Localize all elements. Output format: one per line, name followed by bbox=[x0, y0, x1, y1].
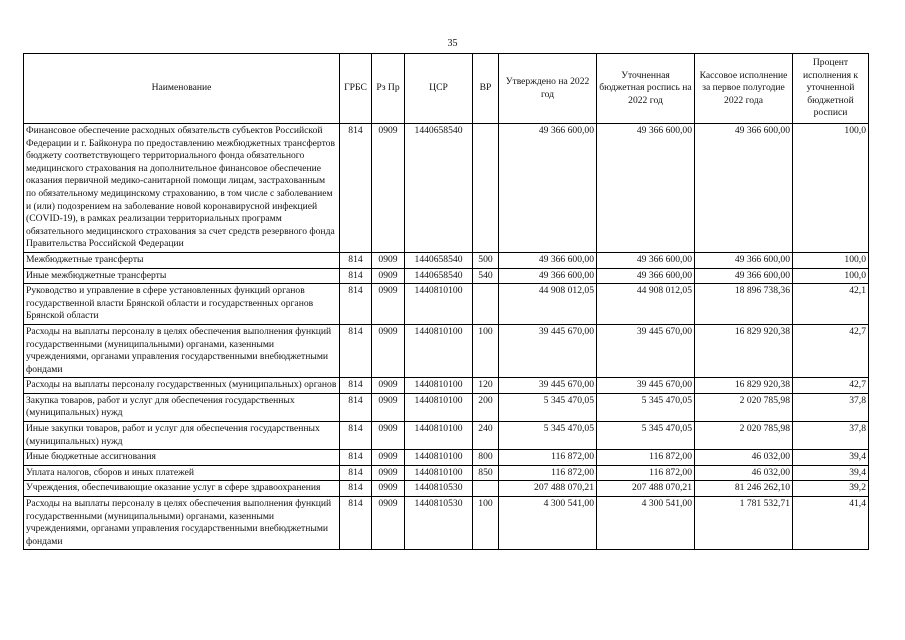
cell-cash: 49 366 600,00 bbox=[695, 252, 793, 268]
cell-name: Закупка товаров, работ и услуг для обеспечения государственных (муниципальных) нужд bbox=[24, 393, 340, 421]
cell-refined: 207 488 070,21 bbox=[597, 481, 695, 497]
table-row bbox=[24, 124, 869, 253]
cell-vr: 200 bbox=[473, 393, 499, 421]
cell-cash: 2 020 785,98 bbox=[695, 393, 793, 421]
cell-csr: 1440810100 bbox=[405, 465, 473, 481]
cell-cash: 2 020 785,98 bbox=[695, 422, 793, 450]
page-number: 35 bbox=[447, 38, 458, 49]
cell-vr: 850 bbox=[473, 465, 499, 481]
cell-vr: 240 bbox=[473, 422, 499, 450]
cell-name: Учреждения, обеспечивающие оказание услуг в сфере здравоохранения bbox=[24, 481, 340, 497]
cell-csr: 1440810100 bbox=[405, 284, 473, 325]
cell-cash: 46 032,00 bbox=[695, 450, 793, 466]
cell-approved: 5 345 470,05 bbox=[499, 422, 597, 450]
cell-grbs: 814 bbox=[340, 481, 372, 497]
cell-csr: 1440810530 bbox=[405, 481, 473, 497]
cell-cash: 18 896 738,36 bbox=[695, 284, 793, 325]
cell-approved: 39 445 670,00 bbox=[499, 324, 597, 377]
cell-name: Иные межбюджетные трансферты bbox=[24, 268, 340, 284]
cell-approved: 49 366 600,00 bbox=[499, 268, 597, 284]
cell-rzpr: 0909 bbox=[372, 252, 405, 268]
cell-cash: 16 829 920,38 bbox=[695, 324, 793, 377]
cell-approved: 49 366 600,00 bbox=[499, 252, 597, 268]
header-rzpr: Рз Пр bbox=[372, 54, 405, 124]
cell-approved: 116 872,00 bbox=[499, 450, 597, 466]
cell-vr bbox=[473, 284, 499, 325]
table-body bbox=[24, 124, 869, 550]
cell-percent: 39,4 bbox=[793, 465, 869, 481]
cell-percent: 100,0 bbox=[793, 268, 869, 284]
cell-vr: 540 bbox=[473, 268, 499, 284]
cell-approved: 4 300 541,00 bbox=[499, 497, 597, 550]
cell-cash: 49 366 600,00 bbox=[695, 268, 793, 284]
cell-percent: 100,0 bbox=[793, 252, 869, 268]
cell-approved: 44 908 012,05 bbox=[499, 284, 597, 325]
cell-refined: 116 872,00 bbox=[597, 465, 695, 481]
cell-vr bbox=[473, 481, 499, 497]
cell-rzpr: 0909 bbox=[372, 481, 405, 497]
cell-percent: 39,2 bbox=[793, 481, 869, 497]
cell-cash: 49 366 600,00 bbox=[695, 124, 793, 253]
cell-refined: 39 445 670,00 bbox=[597, 378, 695, 394]
cell-name: Уплата налогов, сборов и иных платежей bbox=[24, 465, 340, 481]
cell-vr bbox=[473, 124, 499, 253]
cell-percent: 37,8 bbox=[793, 393, 869, 421]
cell-percent: 42,7 bbox=[793, 378, 869, 394]
table-row bbox=[24, 252, 869, 268]
cell-csr: 1440658540 bbox=[405, 268, 473, 284]
header-grbs: ГРБС bbox=[340, 54, 372, 124]
header-refined: Уточненная бюджетная роспись на 2022 год bbox=[597, 54, 695, 124]
cell-vr: 100 bbox=[473, 324, 499, 377]
cell-rzpr: 0909 bbox=[372, 465, 405, 481]
table-row bbox=[24, 422, 869, 450]
cell-approved: 207 488 070,21 bbox=[499, 481, 597, 497]
cell-grbs: 814 bbox=[340, 422, 372, 450]
cell-vr: 100 bbox=[473, 497, 499, 550]
table-row bbox=[24, 481, 869, 497]
cell-rzpr: 0909 bbox=[372, 268, 405, 284]
cell-grbs: 814 bbox=[340, 124, 372, 253]
cell-refined: 5 345 470,05 bbox=[597, 422, 695, 450]
cell-percent: 42,7 bbox=[793, 324, 869, 377]
cell-cash: 1 781 532,71 bbox=[695, 497, 793, 550]
header-percent: Процент исполнения к уточненной бюджетной росписи bbox=[793, 54, 869, 124]
cell-refined: 5 345 470,05 bbox=[597, 393, 695, 421]
cell-grbs: 814 bbox=[340, 324, 372, 377]
cell-name: Расходы на выплаты персоналу в целях обеспечения выполнения функций государственными (муниципальными) органами, казенными учреждениями, органами управления государственными внебюджетными фондами bbox=[24, 324, 340, 377]
cell-refined: 116 872,00 bbox=[597, 450, 695, 466]
cell-name: Иные закупки товаров, работ и услуг для обеспечения государственных (муниципальных) нужд bbox=[24, 422, 340, 450]
cell-csr: 1440810100 bbox=[405, 378, 473, 394]
cell-percent: 41,4 bbox=[793, 497, 869, 550]
cell-approved: 116 872,00 bbox=[499, 465, 597, 481]
cell-cash: 16 829 920,38 bbox=[695, 378, 793, 394]
cell-rzpr: 0909 bbox=[372, 378, 405, 394]
cell-name: Расходы на выплаты персоналу государственных (муниципальных) органов bbox=[24, 378, 340, 394]
cell-grbs: 814 bbox=[340, 378, 372, 394]
cell-csr: 1440658540 bbox=[405, 252, 473, 268]
cell-refined: 49 366 600,00 bbox=[597, 268, 695, 284]
budget-table bbox=[23, 53, 869, 550]
cell-grbs: 814 bbox=[340, 465, 372, 481]
cell-approved: 39 445 670,00 bbox=[499, 378, 597, 394]
cell-vr: 800 bbox=[473, 450, 499, 466]
cell-rzpr: 0909 bbox=[372, 422, 405, 450]
cell-name: Расходы на выплаты персоналу в целях обеспечения выполнения функций государственными (муниципальными) органами, казенными учреждениями, органами управления государственными внебюджетными фондами bbox=[24, 497, 340, 550]
cell-grbs: 814 bbox=[340, 497, 372, 550]
cell-name: Руководство и управление в сфере установленных функций органов государственной власти Брянской области и государственных органов Брянской области bbox=[24, 284, 340, 325]
cell-rzpr: 0909 bbox=[372, 393, 405, 421]
cell-refined: 39 445 670,00 bbox=[597, 324, 695, 377]
cell-cash: 46 032,00 bbox=[695, 465, 793, 481]
cell-rzpr: 0909 bbox=[372, 124, 405, 253]
cell-vr: 500 bbox=[473, 252, 499, 268]
table-row bbox=[24, 465, 869, 481]
cell-csr: 1440810530 bbox=[405, 497, 473, 550]
cell-rzpr: 0909 bbox=[372, 324, 405, 377]
header-vr: ВР bbox=[473, 54, 499, 124]
cell-cash: 81 246 262,10 bbox=[695, 481, 793, 497]
cell-name: Иные бюджетные ассигнования bbox=[24, 450, 340, 466]
cell-percent: 37,8 bbox=[793, 422, 869, 450]
cell-percent: 100,0 bbox=[793, 124, 869, 253]
cell-csr: 1440810100 bbox=[405, 422, 473, 450]
table-row bbox=[24, 378, 869, 394]
table-row bbox=[24, 393, 869, 421]
cell-refined: 49 366 600,00 bbox=[597, 252, 695, 268]
cell-csr: 1440658540 bbox=[405, 124, 473, 253]
cell-approved: 49 366 600,00 bbox=[499, 124, 597, 253]
cell-grbs: 814 bbox=[340, 393, 372, 421]
cell-refined: 49 366 600,00 bbox=[597, 124, 695, 253]
table-row bbox=[24, 284, 869, 325]
cell-rzpr: 0909 bbox=[372, 450, 405, 466]
cell-grbs: 814 bbox=[340, 450, 372, 466]
table-row bbox=[24, 497, 869, 550]
table-row bbox=[24, 450, 869, 466]
cell-percent: 39,4 bbox=[793, 450, 869, 466]
cell-refined: 4 300 541,00 bbox=[597, 497, 695, 550]
cell-rzpr: 0909 bbox=[372, 497, 405, 550]
table-header-row bbox=[24, 54, 869, 124]
cell-grbs: 814 bbox=[340, 252, 372, 268]
header-approved: Утверждено на 2022 год bbox=[499, 54, 597, 124]
cell-name: Межбюджетные трансферты bbox=[24, 252, 340, 268]
table-row bbox=[24, 324, 869, 377]
cell-grbs: 814 bbox=[340, 284, 372, 325]
cell-approved: 5 345 470,05 bbox=[499, 393, 597, 421]
cell-name: Финансовое обеспечение расходных обязательств субъектов Российской Федерации и г. Байконура по предоставлению межбюджетных трансфертов бюджету соответствующего территориального фонда обязательного медицинского страхования на дополнительное финансовое обеспечение оказания первичной медико-санитарной помощи лицам, застрахованным по обязательному медицинскому страхованию, в том числе с заболеванием и (или) подозрением на заболевание новой коронавирусной инфекцией (COVID-19), в рамках реализации территориальных программ обязательного медицинского страхования за счет средств резервного фонда Правительства Российской Федерации bbox=[24, 124, 340, 253]
cell-vr: 120 bbox=[473, 378, 499, 394]
table-row bbox=[24, 268, 869, 284]
cell-refined: 44 908 012,05 bbox=[597, 284, 695, 325]
cell-csr: 1440810100 bbox=[405, 393, 473, 421]
cell-csr: 1440810100 bbox=[405, 450, 473, 466]
cell-rzpr: 0909 bbox=[372, 284, 405, 325]
cell-grbs: 814 bbox=[340, 268, 372, 284]
cell-percent: 42,1 bbox=[793, 284, 869, 325]
header-name: Наименование bbox=[24, 54, 340, 124]
cell-csr: 1440810100 bbox=[405, 324, 473, 377]
header-csr: ЦСР bbox=[405, 54, 473, 124]
header-cash: Кассовое исполнение за первое полугодие 2022 года bbox=[695, 54, 793, 124]
